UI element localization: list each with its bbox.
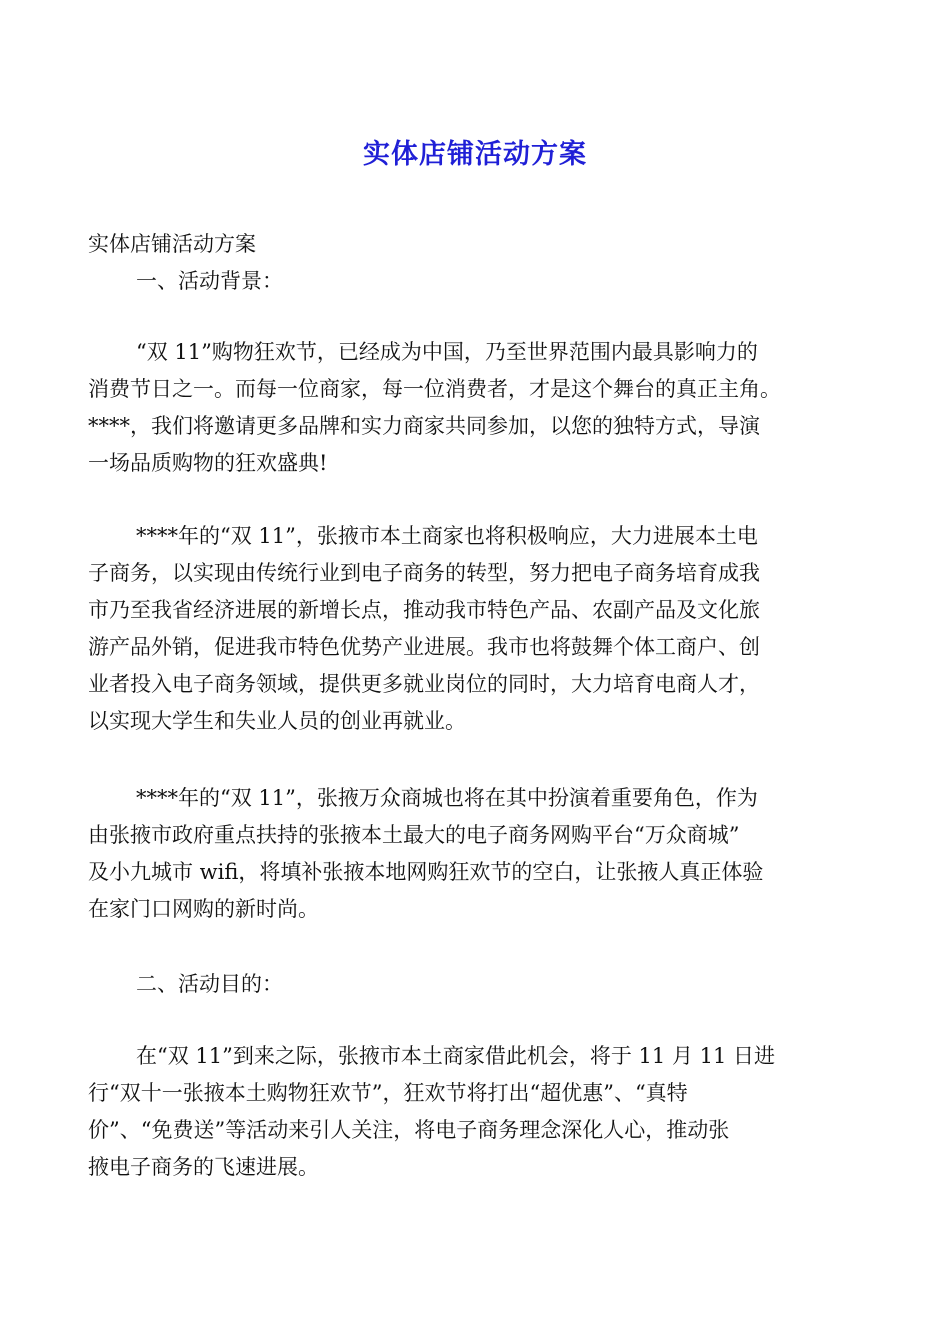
paragraph-line: “双 11”购物狂欢节，已经成为中国，乃至世界范围内最具影响力的 [136, 340, 758, 364]
section1-heading: 一、活动背景： [136, 269, 283, 293]
paragraph-line: ****，我们将邀请更多品牌和实力商家共同参加，以您的独特方式，导演 [88, 414, 760, 438]
paragraph-line: 消费节日之一。而每一位商家，每一位消费者，才是这个舞台的真正主角。 [88, 377, 781, 401]
paragraph-line: 掖电子商务的飞速进展。 [88, 1155, 319, 1179]
paragraph-line: 及小九城市 wifi，将填补张掖本地网购狂欢节的空白，让张掖人真正体验 [88, 860, 764, 884]
section2-heading: 二、活动目的： [136, 972, 283, 996]
paragraph-line: 在家门口网购的新时尚。 [88, 897, 319, 921]
document-subtitle: 实体店铺活动方案 [88, 232, 256, 256]
section2-heading-block [88, 966, 868, 1003]
paragraph-line: 以实现大学生和失业人员的创业再就业。 [88, 709, 466, 733]
paragraph-background-1 [88, 334, 868, 482]
paragraph-line: 一场品质购物的狂欢盛典! [88, 451, 328, 475]
document-subtitle-block [88, 226, 868, 300]
paragraph-line: 业者投入电子商务领域，提供更多就业岗位的同时，大力培育电商人才， [88, 672, 760, 696]
paragraph-line: 由张掖市政府重点扶持的张掖本土最大的电子商务网购平台“万众商城” [88, 823, 740, 847]
paragraph-line: 行“双十一张掖本土购物狂欢节”，狂欢节将打出“超优惠”、“真特 [88, 1081, 688, 1105]
paragraph-line: 在“双 11”到来之际，张掖市本土商家借此机会，将于 11 月 11 日进 [136, 1044, 776, 1068]
paragraph-line: 游产品外销，促进我市特色优势产业进展。我市也将鼓舞个体工商户、创 [88, 635, 760, 659]
paragraph-line: 市乃至我省经济进展的新增长点，推动我市特色产品、农副产品及文化旅 [88, 598, 760, 622]
paragraph-line: 价”、“免费送”等活动来引人关注，将电子商务理念深化人心，推动张 [88, 1118, 730, 1142]
document-title: 实体店铺活动方案 [363, 139, 587, 170]
paragraph-background-2 [88, 518, 868, 740]
paragraph-background-3 [88, 780, 868, 928]
paragraph-line: ****年的“双 11”，张掖万众商城也将在其中扮演着重要角色，作为 [136, 786, 758, 810]
paragraph-line: ****年的“双 11”，张掖市本土商家也将积极响应，大力进展本土电 [136, 524, 758, 548]
paragraph-purpose [88, 1038, 868, 1186]
paragraph-line: 子商务，以实现由传统行业到电子商务的转型，努力把电子商务培育成我 [88, 561, 760, 585]
